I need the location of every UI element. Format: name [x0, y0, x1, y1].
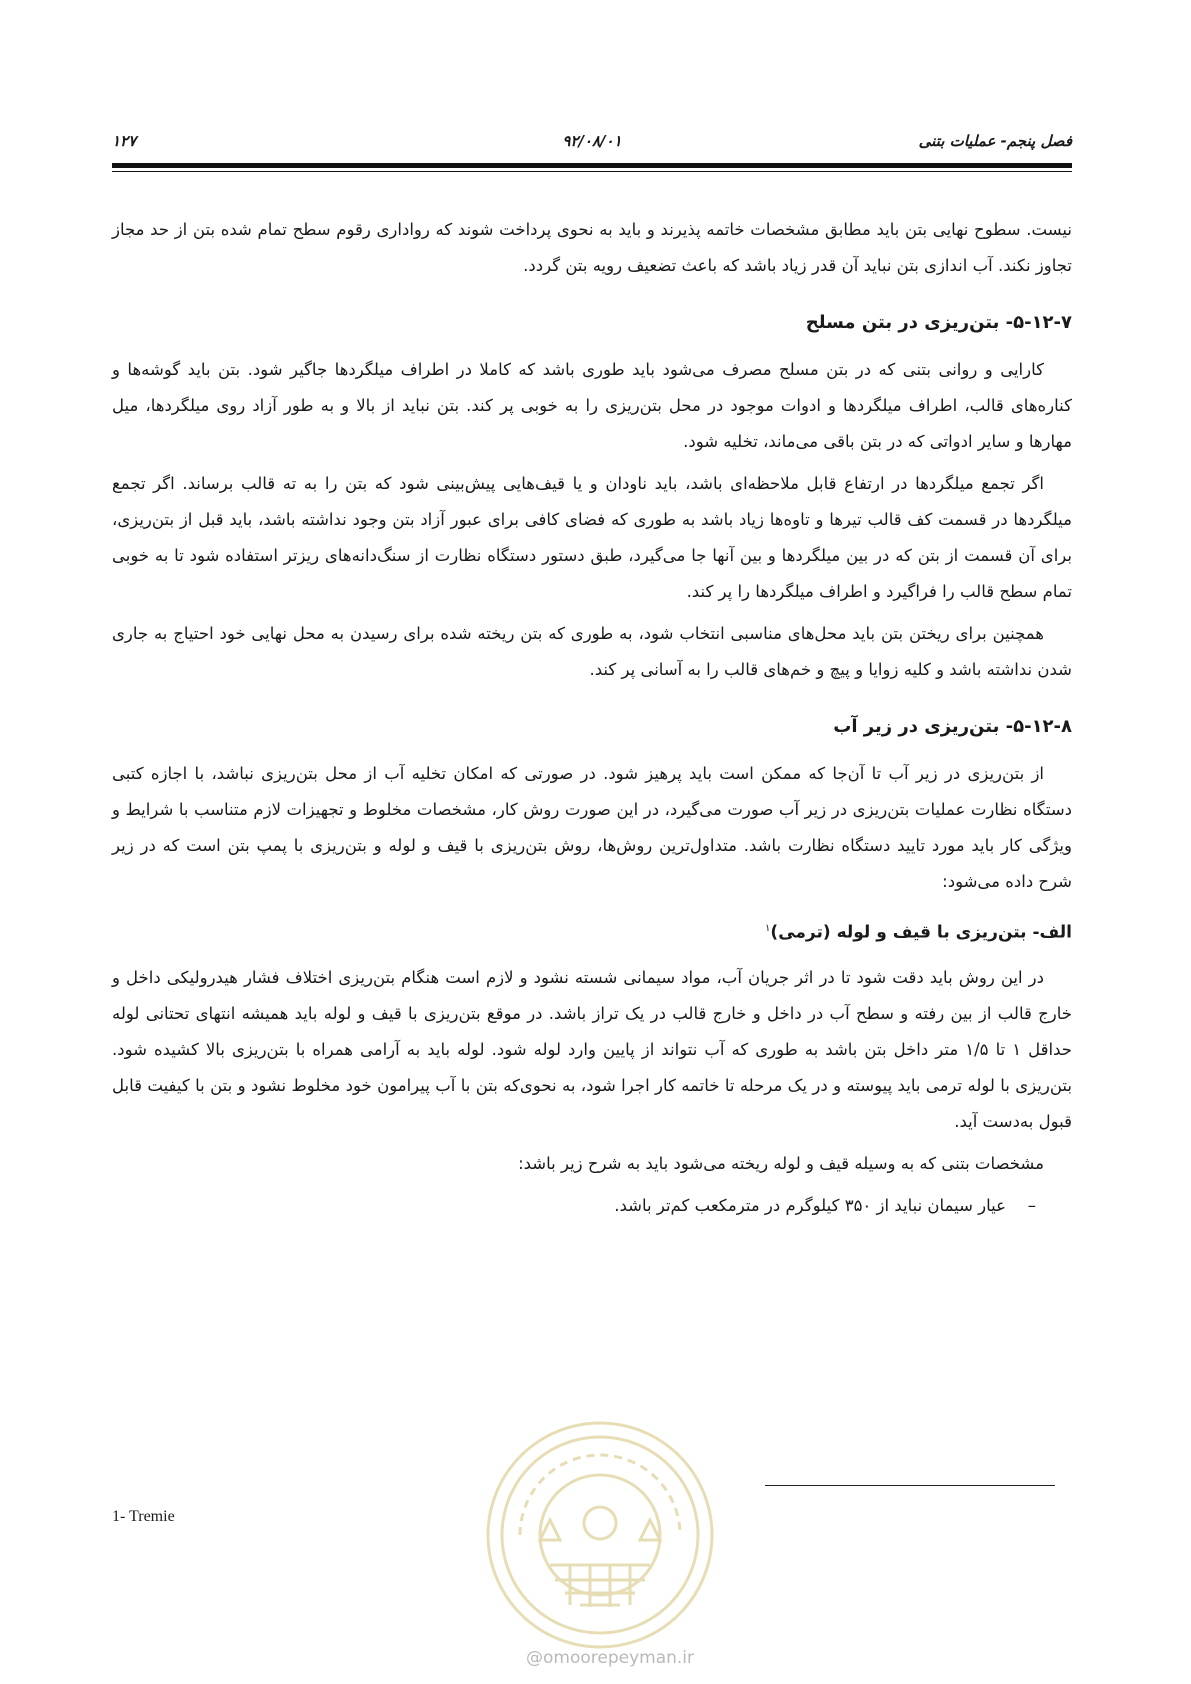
watermark-text: @omoorepeyman.ir [525, 1648, 695, 1668]
footnote-mark: ۱ [765, 923, 771, 934]
section-7-paragraph-3: همچنین برای ریختن بتن باید محل‌های مناسبی انتخاب شود، به طوری که بتن ریخته شده برای رسیدن به محل نهایی خود احتیاج به جاری شدن نداشته باشد و کلیه زوایا و پیچ و خم‌های قالب را به آسانی پر کند. [112, 624, 1072, 679]
section-7-paragraph-2: اگر تجمع میلگردها در ارتفاع قابل ملاحظه‌ای باشد، باید ناودان و یا قیف‌هایی پیش‌بینی شود که بتن را به ته قالب برساند. اگر تجمع میلگردها در قسمت کف قالب تیرها و تاوه‌ها زیاد باشد به طوری که فضای کافی برای عبور آزاد بتن وجود نداشته باشد، باید قبل از بتن‌ریزی، برای آن قسمت از بتن که در بین میلگردها و بین آنها جا می‌گیرد، طبق دستور دستگاه نظارت از سنگ‌دانه‌های ریزتر استفاده شود تا به خوبی تمام سطح قالب را فراگیرد و اطراف میلگردها را پر کند. [112, 474, 1072, 601]
footnote-1: 1- Tremie [112, 1508, 175, 1525]
subsection-heading-tremie [112, 914, 1072, 948]
running-header [112, 132, 1072, 156]
tremie-paragraph-2: مشخصات بتنی که به وسیله قیف و لوله ریخته می‌شود باید به شرح زیر باشد: [518, 1153, 1044, 1173]
intro-paragraph: نیست. سطوح نهایی بتن باید مطابق مشخصات خاتمه پذیرند و باید به نحوی پرداخت شوند که رواداری رقوم سطح تمام شده بتن از حد مجاز تجاوز نکند. آب اندازی بتن نباید آن قدر زیاد باشد که باعث تضعیف رویه بتن گردد. [112, 220, 1072, 275]
watermark-seal [480, 1415, 720, 1655]
tremie-paragraph-1: در این روش باید دقت شود تا در اثر جریان آب، مواد سیمانی شسته نشود و لازم است هنگام بتن‌ریزی اختلاف فشار هیدرولیکی داخل و خارج قالب از بین رفته و سطح آب در داخل و خارج قالب در یک تراز باشد. در موقع بتن‌ریزی با قیف و لوله باید همیشه انتهای تحتانی لوله حداقل ۱ تا ۱/۵ متر داخل بتن باشد به طوری که آب نتواند از پایین وارد لوله شود. لوله باید به آرامی همراه با بتن‌ریزی بالا کشیده شود. بتن‌ریزی با لوله ترمی باید پیوسته و در یک مرحله تا خاتمه کار اجرا شود، به نحوی‌که بتن با آب پیرامون خود مخلوط نشود و بتن با کیفیت قابل قبول به‌دست آید. [112, 967, 1072, 1131]
subsection-heading-text: الف- بتن‌ریزی با قیف و لوله (ترمی) [770, 922, 1072, 943]
footnote-separator [765, 1485, 1055, 1486]
body-text [112, 212, 1072, 1224]
header-rule-thin [112, 171, 1072, 172]
section-heading-5-12-8: ۵-۱۲-۸- بتن‌ریزی در زیر آب [833, 716, 1072, 737]
header-rule-thick [112, 163, 1072, 168]
bullet-item [112, 1188, 1072, 1224]
bullet-text: عیار سیمان نباید از ۳۵۰ کیلوگرم در مترمکعب کم‌تر باشد. [614, 1195, 1006, 1215]
section-8-paragraph-1: از بتن‌ریزی در زیر آب تا آن‌جا که ممکن است باید پرهیز شود. در صورتی که امکان تخلیه آب از محل بتن‌ریزی نباشد، با اجازه کتبی دستگاه نظارت عملیات بتن‌ریزی در زیر آب صورت می‌گیرد، در این صورت روش کار، مشخصات مخلوط و تجهیزات لازم متناسب با شرایط و ویژگی کار باید مورد تایید دستگاه نظارت باشد. متداول‌ترین روش‌ها، روش بتن‌ریزی با قیف و لوله و بتن‌ریزی با پمپ بتن است که در زیر شرح داده می‌شود: [112, 764, 1072, 891]
page-number: ۱۲۷ [112, 132, 137, 150]
document-code: ۹۲/۰۸/۰۱ [562, 132, 622, 150]
dash-marker: – [1027, 1195, 1036, 1215]
section-heading-5-12-7: ۵-۱۲-۷- بتن‌ریزی در بتن مسلح [805, 312, 1072, 333]
section-7-paragraph-1: کارایی و روانی بتنی که در بتن مسلح مصرف می‌شود باید طوری باشد که کاملا در اطراف میلگردها جاگیر شود. بتن باید گوشه‌ها و کناره‌های قالب، اطراف میلگردها و ادوات موجود در محل بتن‌ریزی را به خوبی پر کند. بتن نباید از بالا و به طور آزاد روی میلگردها، میل مهارها و سایر ادواتی که در بتن باقی می‌ماند، تخلیه شود. [112, 360, 1072, 451]
chapter-title: فصل پنجم- عملیات بتنی [918, 132, 1072, 150]
